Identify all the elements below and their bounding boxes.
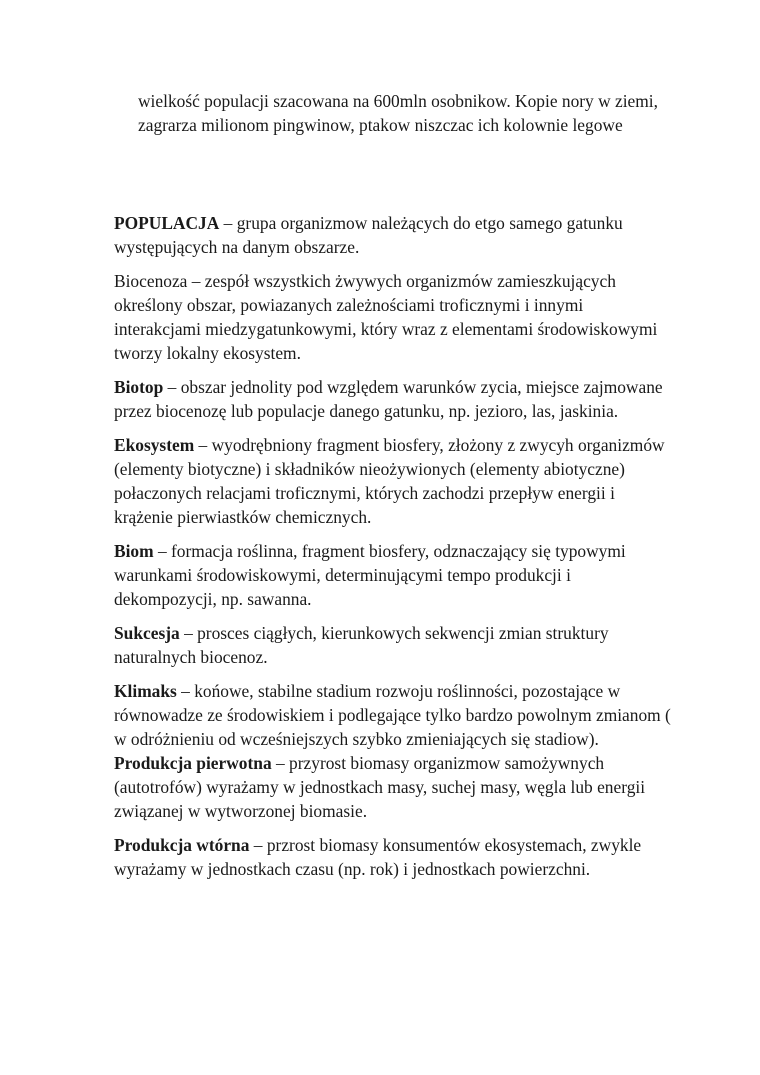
intro-paragraph: wielkość populacji szacowana na 600mln osobnikow. Kopie nory w ziemi, zagrarza milionom pingwinow, ptakow niszczac ich kolownie legowe bbox=[138, 91, 658, 135]
definition-text: – wyodrębniony fragment biosfery, złożony z zwycyh organizmów (elementy biotyczne) i składników nieożywionych (elementy abiotyczne) połaczonych relacjami troficznymi, których zachodzi przepływ energii i krążenie pierwiastków chemicznych. bbox=[114, 435, 665, 527]
definition-biocenoza bbox=[114, 269, 674, 365]
definition-biom bbox=[114, 539, 674, 611]
definition-term: Ekosystem bbox=[114, 435, 195, 455]
definition-term: Sukcesja bbox=[114, 623, 180, 643]
definition-term: Produkcja pierwotna bbox=[114, 753, 272, 773]
definition-produkcja-wtorna bbox=[114, 833, 674, 881]
definition-term: Klimaks bbox=[114, 681, 177, 701]
definition-term: POPULACJA bbox=[114, 213, 220, 233]
definition-text: – formacja roślinna, fragment biosfery, odznaczający się typowymi warunkami środowiskowymi, determinującymi tempo produkcji i dekompozycji, np. sawanna. bbox=[114, 541, 626, 609]
definition-text: – przyrost biomasy organizmow samożywnych (autotrofów) wyrażamy w jednostkach masy, suchej masy, węgla lub energii związanej w wytworzonej biomasie. bbox=[114, 753, 646, 821]
definition-text: Biocenoza – zespół wszystkich żwywych organizmów zamieszkujących określony obszar, powiazanych zależnościami troficznymi i innymi interakcjami miedzygatunkowymi, który wraz z elementami środowiskowymi tworzy lokalny ekosystem. bbox=[114, 271, 658, 363]
definition-text: – grupa organizmow należących do etgo samego gatunku występujących na danym obszarze. bbox=[114, 213, 623, 257]
definitions-list bbox=[114, 211, 674, 891]
definition-text: – przrost biomasy konsumentów ekosystemach, zwykle wyrażamy w jednostkach czasu (np. rok) i jednostkach powierzchni. bbox=[114, 835, 642, 879]
definition-term: Produkcja wtórna bbox=[114, 835, 250, 855]
definition-ekosystem bbox=[114, 433, 674, 529]
definition-populacja bbox=[114, 211, 674, 259]
definition-text: – obszar jednolity pod względem warunków zycia, miejsce zajmowane przez biocenozę lub populacje danego gatunku, np. jezioro, las, jaskinia. bbox=[114, 377, 663, 421]
definition-text: – końowe, stabilne stadium rozwoju roślinności, pozostające w równowadze ze środowiskiem i podlegające tylko bardzo powolnym zmianom ( w odróżnieniu od wcześniejszych szybko zmieniających się stadiow). bbox=[114, 681, 671, 749]
definition-text: – prosces ciągłych, kierunkowych sekwencji zmian struktury naturalnych biocenoz. bbox=[114, 623, 609, 667]
definition-term: Biotop bbox=[114, 377, 164, 397]
definition-term: Biom bbox=[114, 541, 154, 561]
definition-produkcja-pierwotna bbox=[114, 751, 674, 823]
definition-biotop bbox=[114, 375, 674, 423]
definition-klimaks bbox=[114, 679, 674, 751]
definition-sukcesja bbox=[114, 621, 674, 669]
